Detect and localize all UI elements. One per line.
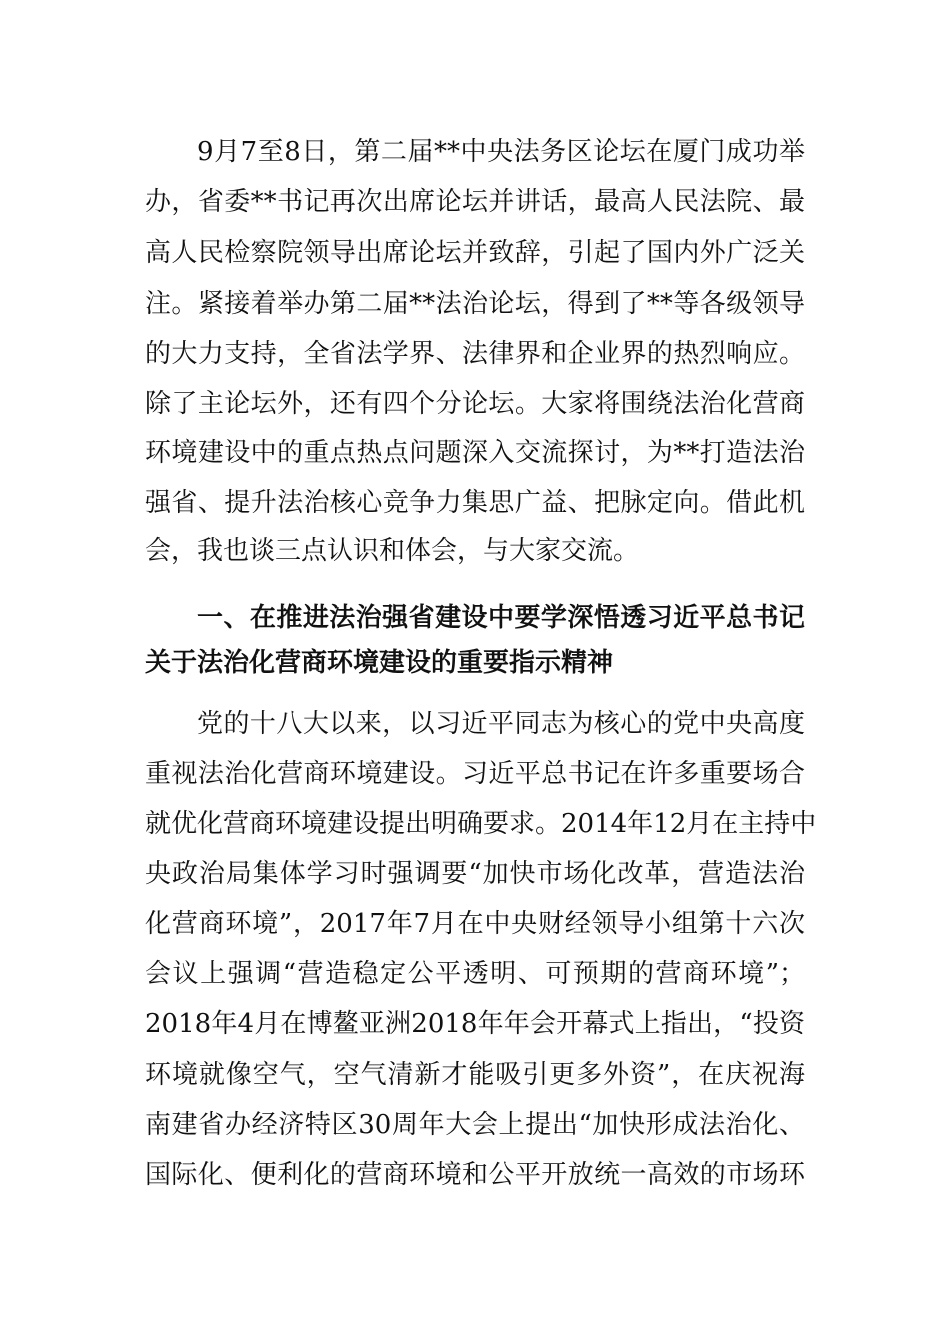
paragraph-1-line-3: 高人民检察院领导出席论坛并致辞，引起了国内外广泛关 — [145, 238, 805, 268]
paragraph-2-line-2: 重视法治化营商环境建设。习近平总书记在许多重要场合 — [145, 759, 805, 789]
paragraph-1-line-5: 的大力支持，全省法学界、法律界和企业界的热烈响应。 — [145, 339, 805, 369]
paragraph-2-line-4: 央政治局集体学习时强调要“加快市场化改革，营造法治 — [145, 859, 805, 889]
paragraph-2-line-1: 党的十八大以来，以习近平同志为核心的党中央高度 — [197, 709, 805, 739]
section-heading-line-2: 关于法治化营商环境建设的重要指示精神 — [145, 648, 614, 678]
paragraph-1-line-4: 注。紧接着举办第二届**法治论坛，得到了**等各级领导 — [145, 289, 805, 319]
paragraph-2-line-7: 2018年4月在博鳌亚洲2018年年会开幕式上指出，“投资 — [145, 1009, 805, 1039]
paragraph-2-line-10: 国际化、便利化的营商环境和公平开放统一高效的市场环 — [145, 1160, 805, 1190]
paragraph-1-line-8: 强省、提升法治核心竞争力集思广益、把脉定向。借此机 — [145, 488, 805, 518]
section-heading-line-1: 一、在推进法治强省建设中要学深悟透习近平总书记 — [197, 603, 805, 633]
paragraph-2-line-6: 会议上强调“营造稳定公平透明、可预期的营商环境”； — [145, 959, 805, 989]
paragraph-1-line-9: 会，我也谈三点认识和体会，与大家交流。 — [145, 536, 640, 566]
paragraph-1-line-6: 除了主论坛外，还有四个分论坛。大家将围绕法治化营商 — [145, 389, 805, 419]
paragraph-1-line-2: 办，省委**书记再次出席论坛并讲话，最高人民法院、最 — [145, 187, 805, 217]
paragraph-2-line-9: 南建省办经济特区30周年大会上提出“加快形成法治化、 — [145, 1110, 805, 1140]
paragraph-1-line-7: 环境建设中的重点热点问题深入交流探讨，为**打造法治 — [145, 438, 805, 468]
paragraph-2-line-5: 化营商环境”，2017年7月在中央财经领导小组第十六次 — [145, 909, 805, 939]
paragraph-2-line-8: 环境就像空气，空气清新才能吸引更多外资”，在庆祝海 — [145, 1060, 805, 1090]
paragraph-2-line-3: 就优化营商环境建设提出明确要求。2014年12月在主持中 — [145, 809, 817, 839]
paragraph-1-line-1: 9月7至8日，第二届**中央法务区论坛在厦门成功举 — [197, 137, 805, 167]
